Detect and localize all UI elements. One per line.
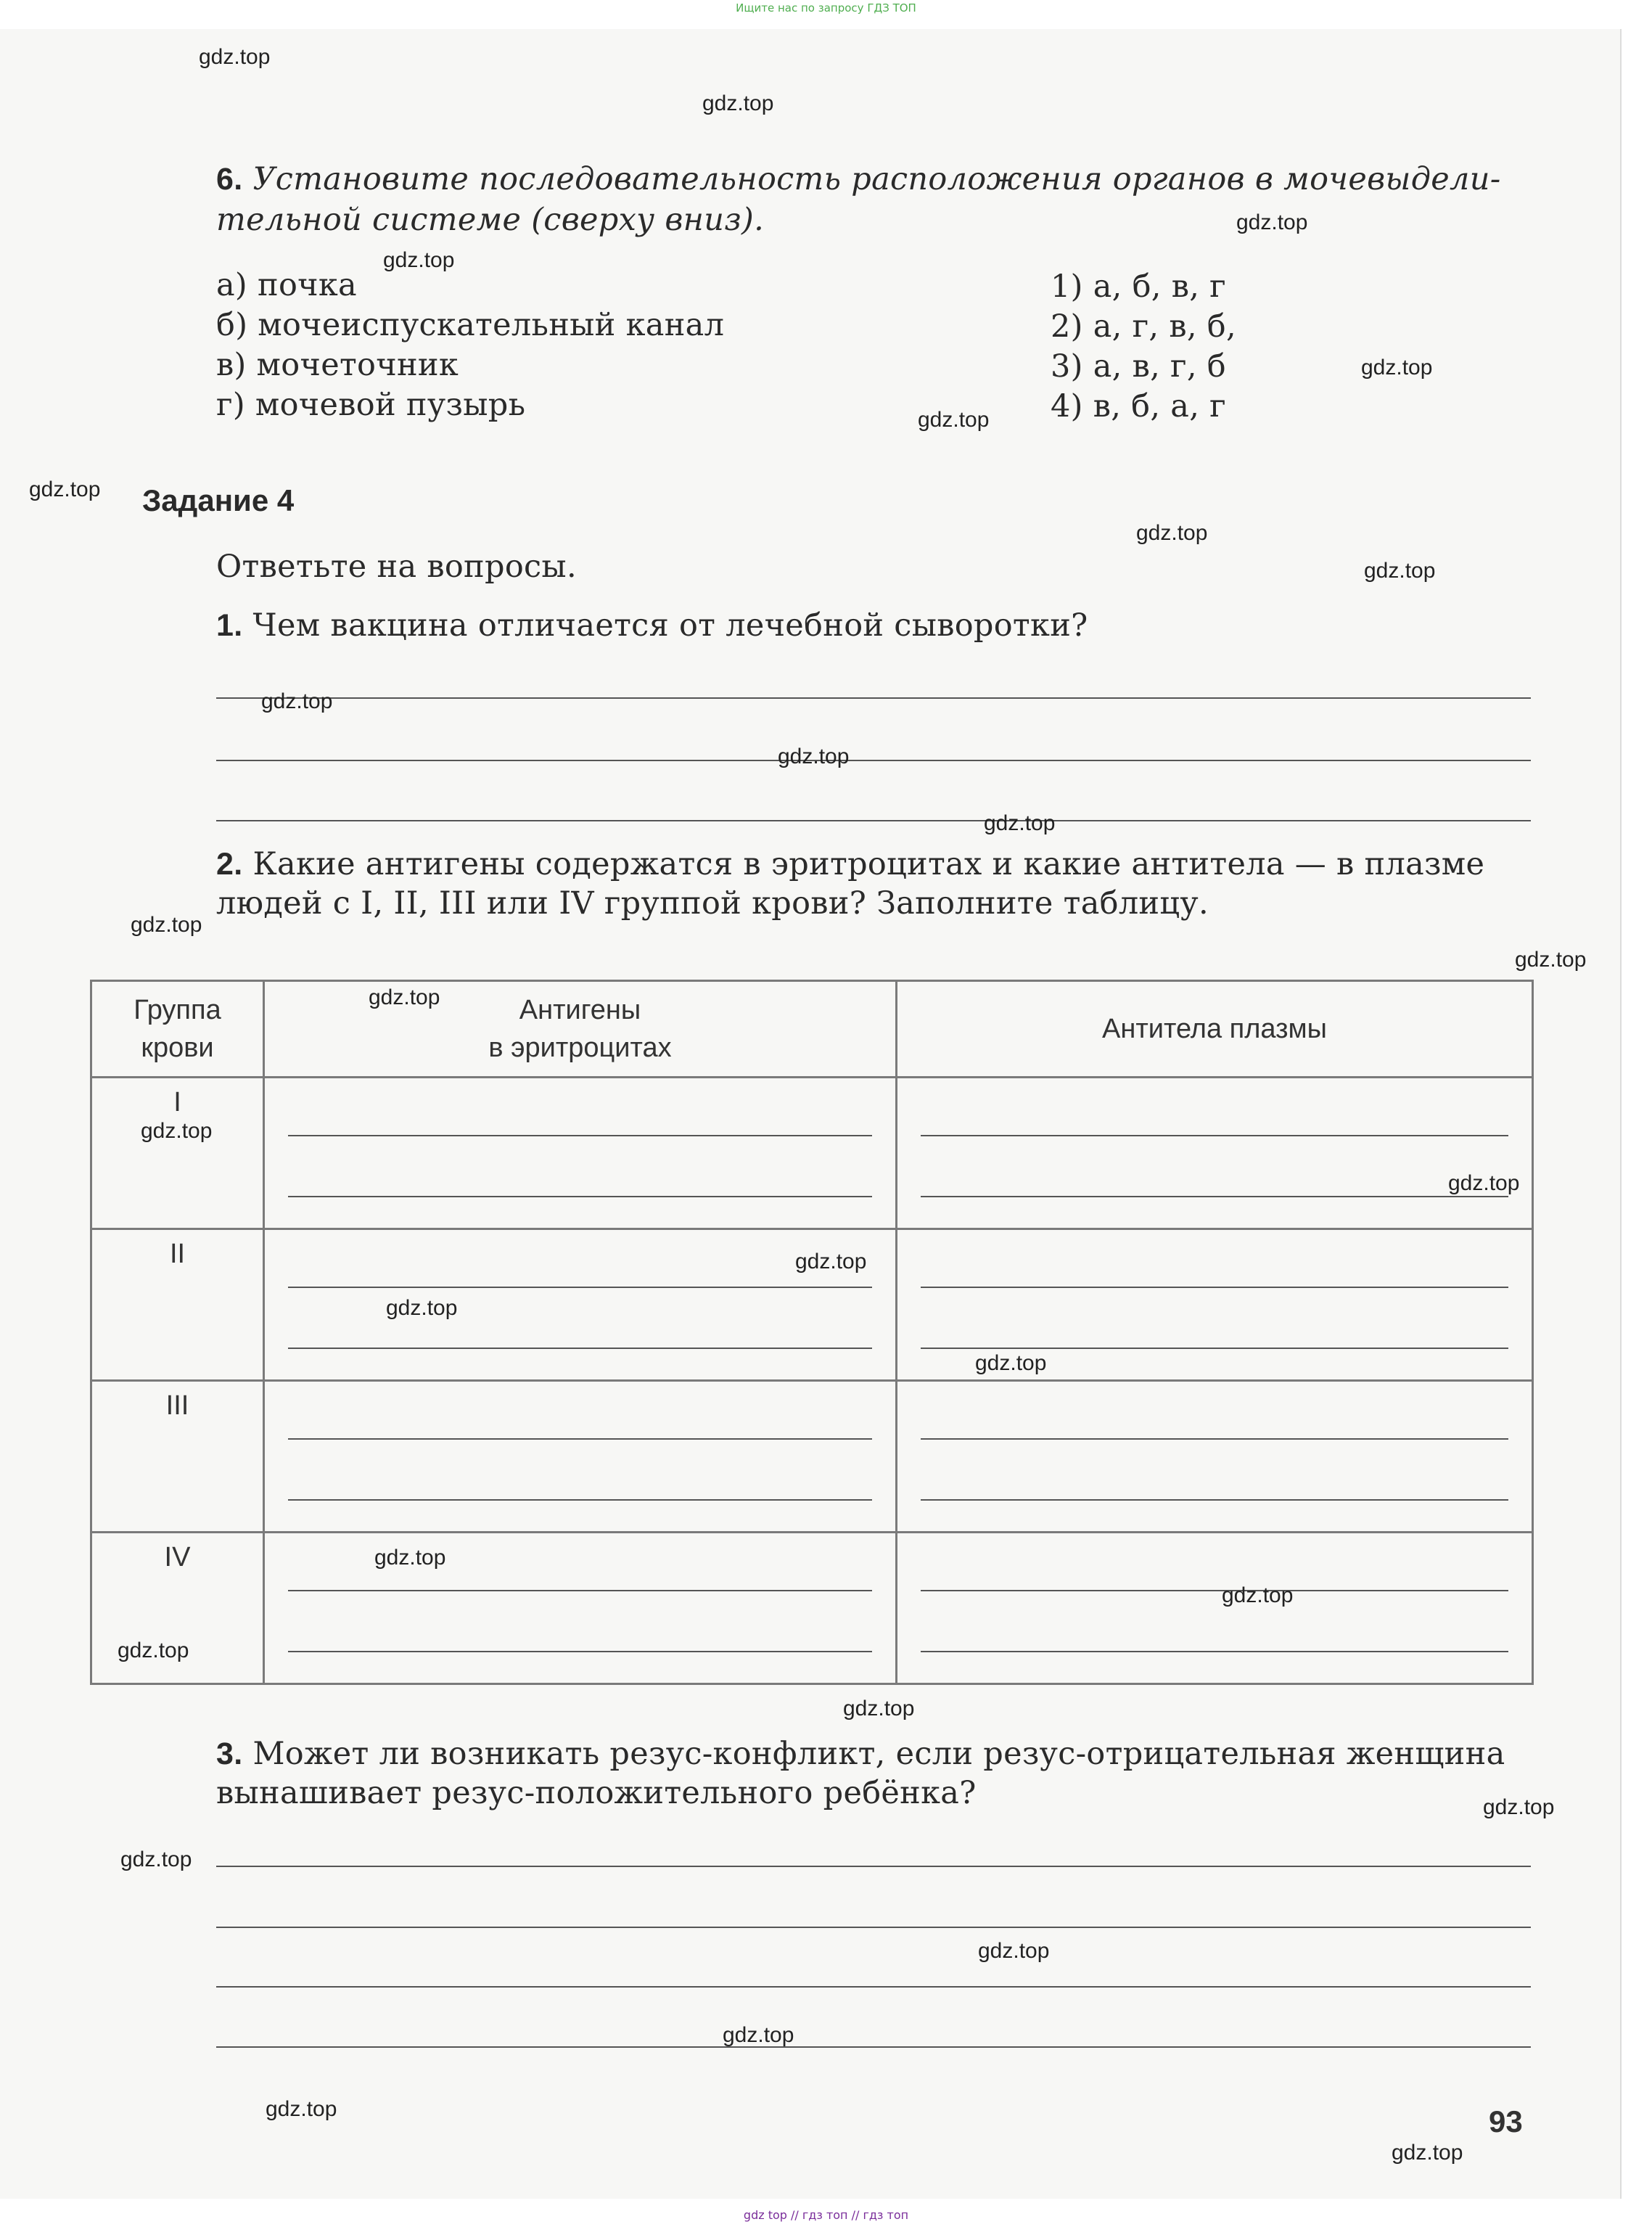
table-row — [91, 1078, 1533, 1229]
q3-answer-line-1[interactable] — [216, 1866, 1531, 1867]
table-row — [91, 1533, 1533, 1684]
answer-line[interactable] — [288, 1348, 872, 1349]
watermark: gdz.top — [1448, 1171, 1520, 1195]
answer-line[interactable] — [288, 1590, 872, 1591]
watermark: gdz.top — [984, 811, 1056, 835]
q1-answer-line-1[interactable] — [216, 697, 1531, 699]
watermark: gdz.top — [1364, 559, 1436, 583]
antigens-cell[interactable] — [264, 1533, 897, 1684]
q6-option-a: а) почка — [216, 267, 357, 303]
q6-answer-2[interactable]: 2) а, г, в, б, — [1051, 308, 1236, 345]
watermark: gdz.top — [1515, 948, 1587, 972]
antibodies-cell[interactable] — [897, 1533, 1533, 1684]
group-label: IV — [164, 1542, 191, 1572]
q3-answer-line-4[interactable] — [216, 2046, 1531, 2048]
q1-question: Чем вакцина отличается от лечебной сыворотки? — [252, 607, 1088, 644]
q6-option-c: в) мочеточник — [216, 347, 459, 383]
answer-line[interactable] — [921, 1287, 1508, 1288]
watermark: gdz.top — [918, 408, 990, 432]
q2-line2: людей с I, II, III или IV группой крови? Заполните таблицу. — [216, 885, 1209, 922]
watermark: gdz.top — [199, 45, 271, 69]
watermark: gdz.top — [1236, 210, 1308, 234]
table-header-row — [91, 981, 1533, 1078]
watermark: gdz.top — [795, 1250, 867, 1274]
watermark: gdz.top — [369, 985, 440, 1009]
q6-answer-3[interactable]: 3) а, в, г, б — [1051, 348, 1226, 385]
antibodies-cell[interactable] — [897, 1078, 1533, 1229]
watermark: gdz.top — [843, 1697, 915, 1721]
top-banner: Ищите нас по запросу ГДЗ ТОП — [736, 1, 916, 15]
q1-text — [216, 607, 1088, 644]
antigens-cell[interactable] — [264, 1381, 897, 1533]
page-number: 93 — [1489, 2104, 1523, 2138]
watermark: gdz.top — [975, 1351, 1047, 1375]
answer-line[interactable] — [288, 1287, 872, 1288]
watermark: gdz.top — [386, 1296, 458, 1320]
group-cell — [91, 1381, 264, 1533]
q1-answer-line-2[interactable] — [216, 760, 1531, 761]
group-cell — [91, 1078, 264, 1229]
answer-line[interactable] — [288, 1499, 872, 1501]
q1-number: 1. — [216, 608, 243, 643]
header-antibodies: Антитела плазмы — [897, 981, 1533, 1078]
antigens-cell[interactable] — [264, 1078, 897, 1229]
watermark: gdz.top — [118, 1639, 189, 1662]
group-label: I — [173, 1087, 181, 1117]
header-antigens-line1: Антигены — [519, 995, 641, 1025]
watermark: gdz.top — [1136, 521, 1208, 545]
q3-line2: вынашивает резус-положительного ребёнка? — [216, 1775, 977, 1811]
q2-text-line1: Какие антигены содержатся в эритроцитах и какие антитела — в плазме — [252, 846, 1485, 882]
header-blood-group-line2: крови — [141, 1033, 214, 1063]
answer-line[interactable] — [921, 1196, 1508, 1197]
q6-line2: тельной системе (сверху вниз). — [216, 202, 765, 238]
q6-answer-1[interactable]: 1) а, б, в, г — [1051, 268, 1226, 305]
q3-answer-line-3[interactable] — [216, 1986, 1531, 1988]
watermark: gdz.top — [120, 1847, 192, 1871]
answer-line[interactable] — [921, 1499, 1508, 1501]
antibodies-cell[interactable] — [897, 1381, 1533, 1533]
answer-line[interactable] — [288, 1651, 872, 1652]
answer-line[interactable] — [288, 1196, 872, 1197]
watermark: gdz.top — [29, 477, 101, 501]
group-label: III — [165, 1390, 189, 1421]
bottom-banner: gdz top // гдз топ // гдз топ — [743, 2208, 909, 2222]
header-antigens-line2: в эритроцитах — [488, 1033, 672, 1063]
watermark: gdz.top — [1361, 356, 1433, 380]
q6-answer-4[interactable]: 4) в, б, а, г — [1051, 388, 1226, 425]
header-antigens — [264, 981, 897, 1078]
watermark: gdz.top — [383, 248, 455, 272]
watermark: gdz.top — [702, 91, 774, 115]
group-cell — [91, 1229, 264, 1381]
answer-line[interactable] — [921, 1438, 1508, 1440]
q2-number: 2. — [216, 847, 243, 882]
q1-answer-line-3[interactable] — [216, 820, 1531, 821]
q6-option-d: г) мочевой пузырь — [216, 387, 526, 423]
q2-line1 — [216, 846, 1484, 882]
header-blood-group-line1: Группа — [133, 995, 221, 1025]
watermark: gdz.top — [1222, 1583, 1294, 1607]
watermark: gdz.top — [723, 2023, 794, 2047]
watermark: gdz.top — [978, 1939, 1050, 1963]
table-row — [91, 1381, 1533, 1533]
q6-number: 6. — [216, 162, 243, 197]
watermark: gdz.top — [261, 689, 333, 713]
q3-number: 3. — [216, 1736, 243, 1771]
watermark: gdz.top — [1483, 1795, 1555, 1819]
watermark: gdz.top — [1392, 2141, 1463, 2165]
answer-line[interactable] — [921, 1135, 1508, 1136]
task4-intro: Ответьте на вопросы. — [216, 549, 577, 585]
watermark: gdz.top — [266, 2097, 337, 2121]
q3-text-line1: Может ли возникать резус-конфликт, если резус-отрицательная женщина — [252, 1736, 1505, 1772]
answer-line[interactable] — [288, 1438, 872, 1440]
answer-line[interactable] — [288, 1135, 872, 1136]
q6-text-line1: Установите последовательность расположения органов в мочевыдели- — [252, 161, 1501, 197]
answer-line[interactable] — [921, 1348, 1508, 1349]
watermark: gdz.top — [131, 913, 202, 937]
task4-title: Задание 4 — [142, 483, 295, 517]
watermark: gdz.top — [141, 1119, 213, 1143]
watermark: gdz.top — [778, 745, 850, 768]
header-blood-group — [91, 981, 264, 1078]
watermark: gdz.top — [374, 1546, 446, 1570]
blood-group-table — [90, 980, 1534, 1685]
q3-answer-line-2[interactable] — [216, 1927, 1531, 1928]
answer-line[interactable] — [921, 1590, 1508, 1591]
q6-option-b: б) мочеиспускательный канал — [216, 307, 725, 343]
answer-line[interactable] — [921, 1651, 1508, 1652]
group-label: II — [169, 1239, 186, 1269]
q6-line1 — [216, 161, 1501, 197]
q3-line1 — [216, 1736, 1505, 1772]
